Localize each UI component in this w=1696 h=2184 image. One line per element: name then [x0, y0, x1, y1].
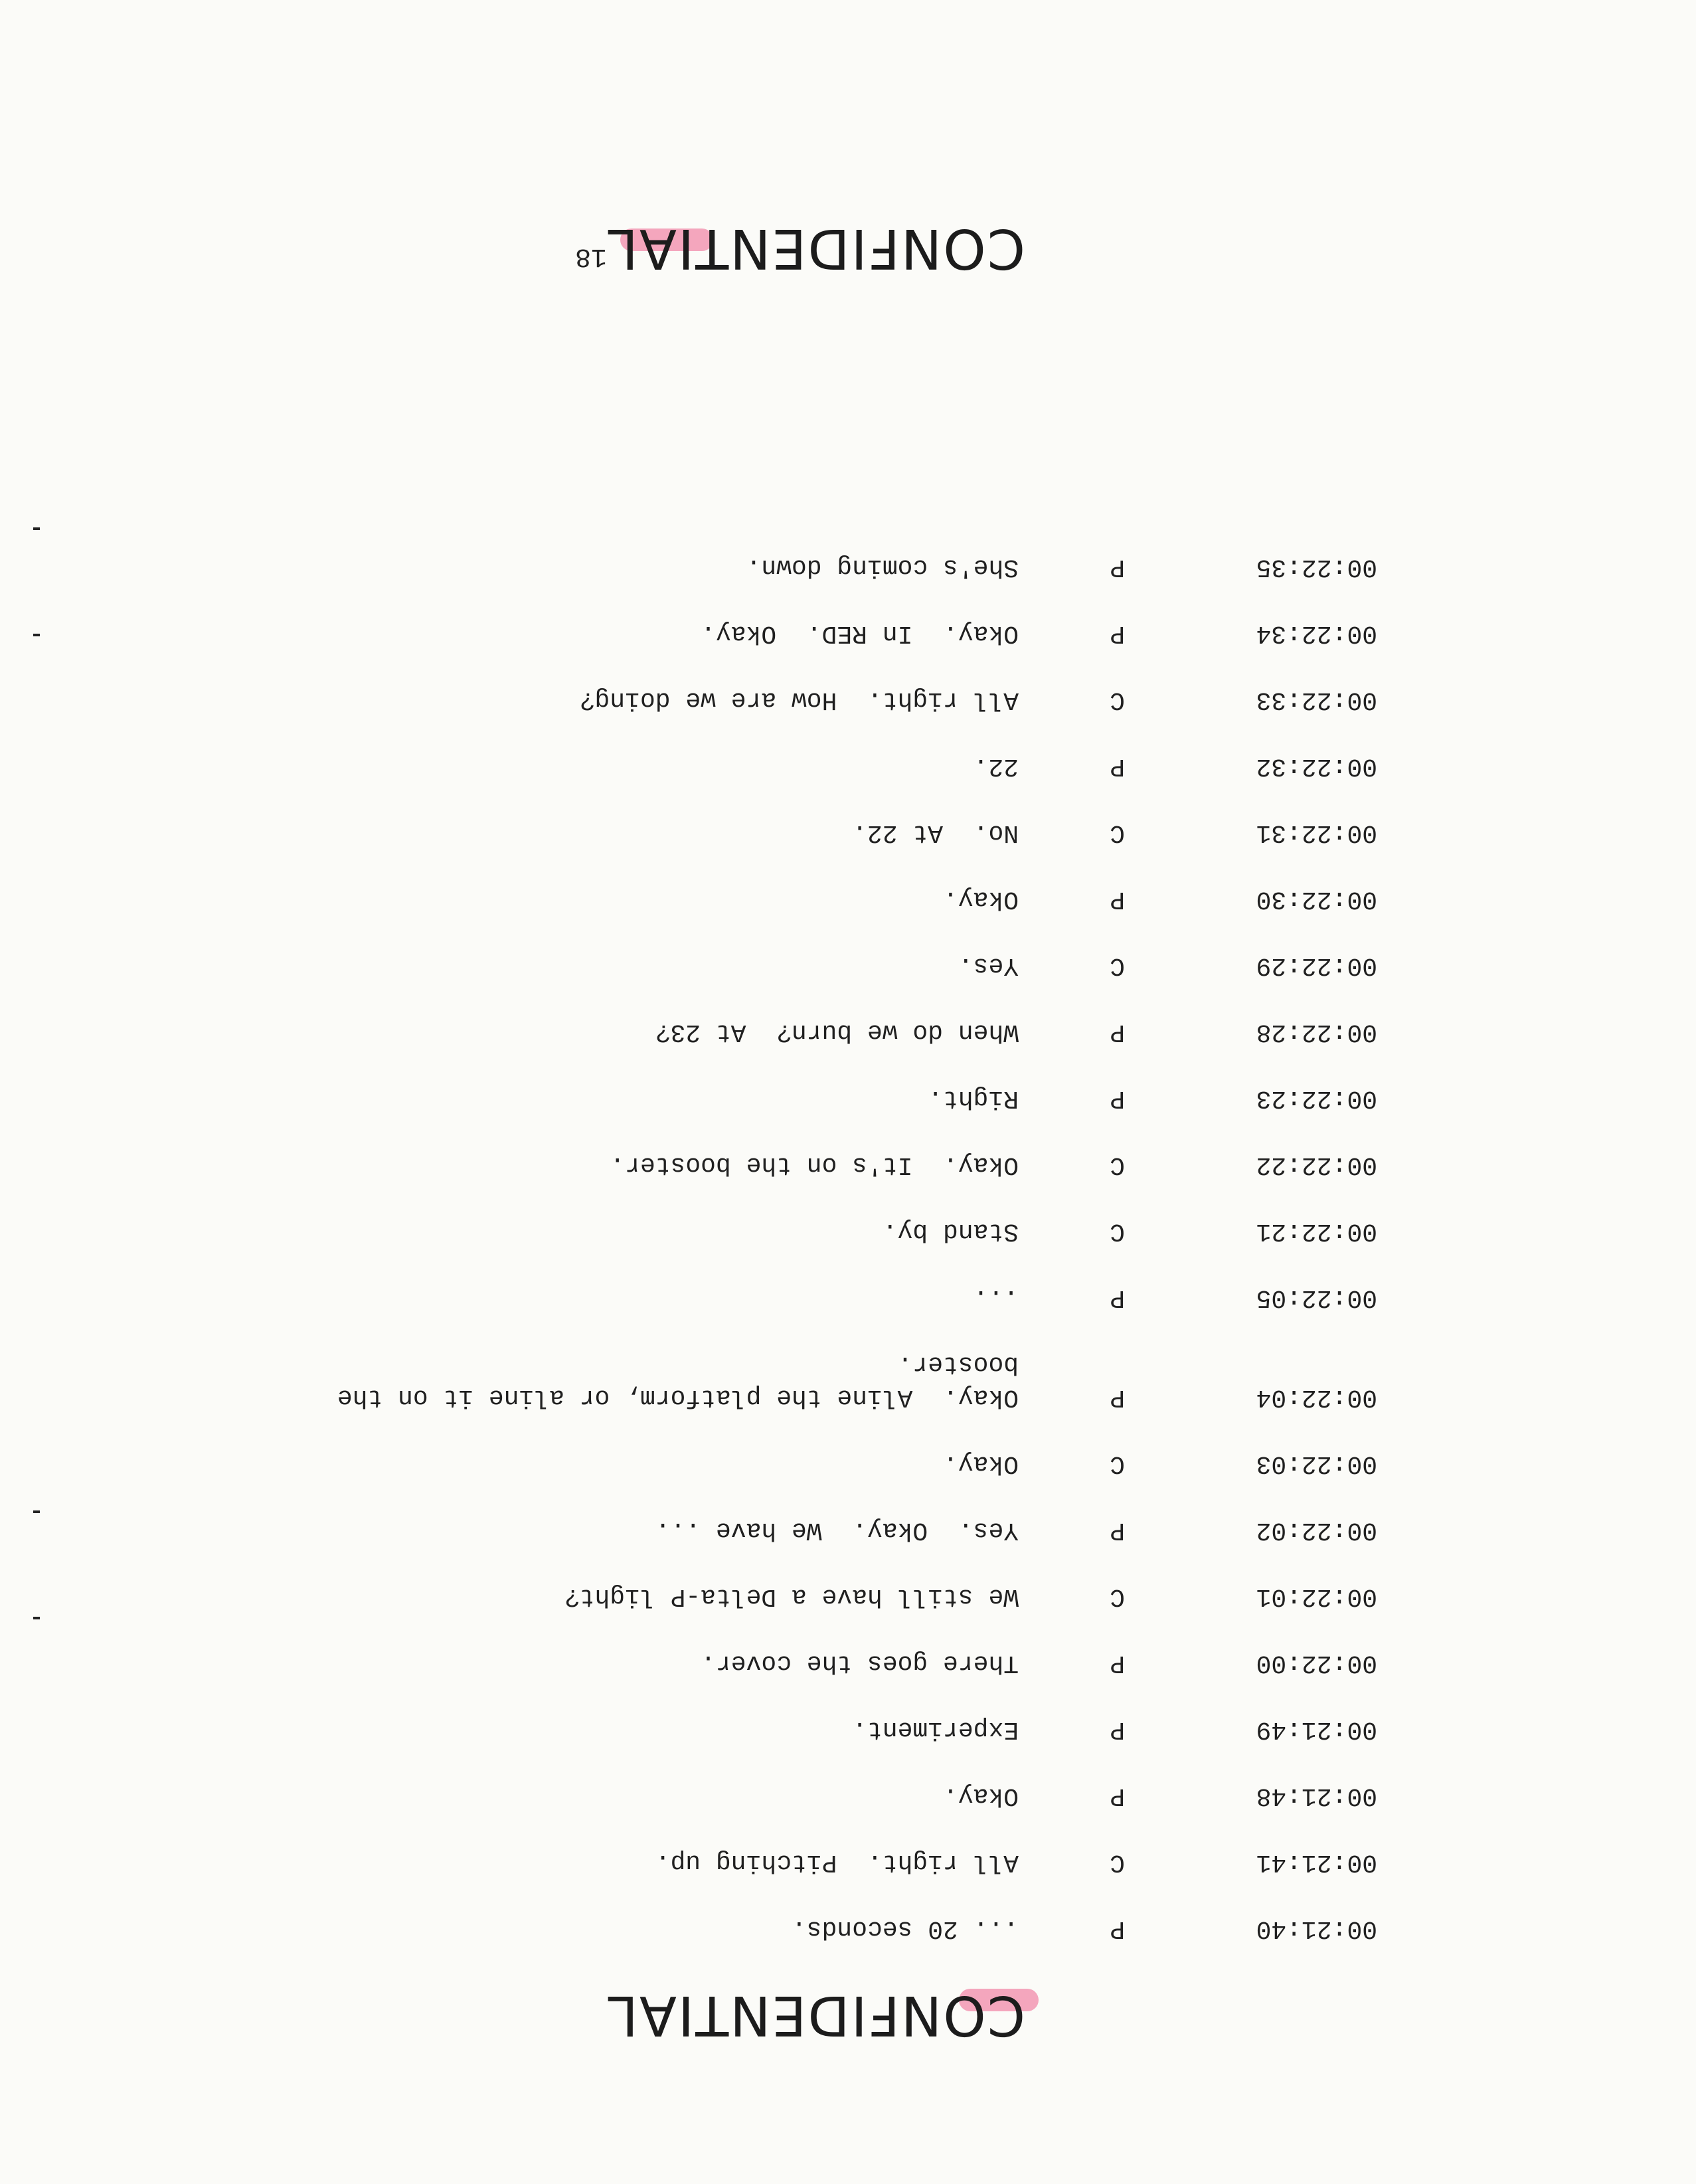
utterance: All right. Pitching up.	[655, 1848, 1019, 1876]
margin-mark	[33, 527, 40, 530]
utterance: Okay. Aline the platform, or aline it on the	[337, 1383, 1019, 1411]
transcript-row	[182, 1214, 1377, 1247]
transcript-row	[182, 616, 1377, 650]
speaker: P	[1110, 553, 1125, 581]
transcript-row	[182, 1845, 1377, 1878]
timestamp: 00:22:29	[1256, 951, 1377, 980]
transcript-row	[182, 749, 1377, 782]
speaker: P	[1110, 1649, 1125, 1677]
transcript-row	[182, 683, 1377, 716]
timestamp: 00:22:21	[1256, 1217, 1377, 1245]
utterance: Okay. It's on the booster.	[610, 1150, 1019, 1179]
speaker: P	[1110, 1084, 1125, 1113]
utterance: Okay. In RED. Okay.	[701, 619, 1019, 648]
speaker: P	[1110, 619, 1125, 648]
speaker: C	[1110, 1582, 1125, 1611]
timestamp: 00:21:49	[1256, 1715, 1377, 1744]
speaker: P	[1110, 1383, 1125, 1411]
margin-mark	[33, 1510, 40, 1513]
utterance: ... 20 seconds.	[791, 1914, 1019, 1943]
speaker: C	[1110, 1150, 1125, 1179]
utterance: Yes.	[958, 951, 1019, 980]
timestamp: 00:22:23	[1256, 1084, 1377, 1113]
utterance: Okay.	[942, 885, 1019, 913]
transcript-row	[182, 1148, 1377, 1181]
utterance: Right.	[928, 1084, 1019, 1113]
timestamp: 00:22:28	[1256, 1018, 1377, 1046]
transcript-row	[182, 1015, 1377, 1048]
transcript-row	[182, 1081, 1377, 1115]
utterance: When do we burn? At 23?	[655, 1018, 1019, 1046]
timestamp: 00:22:30	[1256, 885, 1377, 913]
transcript-row	[182, 1513, 1377, 1546]
speaker: C	[1110, 685, 1125, 714]
transcript-row	[182, 1779, 1377, 1812]
timestamp: 00:22:22	[1256, 1150, 1377, 1179]
timestamp: 00:22:04	[1256, 1383, 1377, 1411]
transcript-row	[182, 1281, 1377, 1314]
timestamp: 00:22:33	[1256, 685, 1377, 714]
transcript-row	[182, 882, 1377, 915]
speaker: P	[1110, 1914, 1125, 1943]
speaker: P	[1110, 1516, 1125, 1544]
transcript-row	[182, 1350, 1377, 1413]
speaker: P	[1110, 885, 1125, 913]
speaker: P	[1110, 1283, 1125, 1312]
utterance: Okay.	[942, 1781, 1019, 1810]
speaker: P	[1110, 1781, 1125, 1810]
timestamp: 00:22:35	[1256, 553, 1377, 581]
timestamp: 00:22:34	[1256, 619, 1377, 648]
margin-mark	[33, 634, 40, 636]
utterance: She's coming down.	[746, 553, 1019, 581]
timestamp: 00:22:32	[1256, 752, 1377, 780]
timestamp: 00:22:02	[1256, 1516, 1377, 1544]
speaker: C	[1110, 1449, 1125, 1478]
speaker: C	[1110, 818, 1125, 847]
speaker: P	[1110, 1715, 1125, 1744]
timestamp: 00:21:48	[1256, 1781, 1377, 1810]
margin-mark	[33, 1617, 40, 1619]
utterance: Experiment.	[852, 1715, 1019, 1744]
confidential-stamp-bottom: CONFIDENTIAL	[606, 217, 1025, 280]
utterance: We still have a Delta-P light?	[564, 1582, 1019, 1611]
speaker: C	[1110, 951, 1125, 980]
confidential-stamp-top: CONFIDENTIAL	[627, 1985, 1025, 2045]
speaker: P	[1110, 752, 1125, 780]
utterance: Yes. Okay. We have ...	[655, 1516, 1019, 1544]
timestamp: 00:22:00	[1256, 1649, 1377, 1677]
timestamp: 00:21:41	[1256, 1848, 1377, 1876]
utterance-continuation: booster.	[897, 1350, 1019, 1378]
transcript-row	[182, 1912, 1377, 1945]
transcript-row	[182, 1447, 1377, 1480]
utterance: No. At 22.	[852, 818, 1019, 847]
timestamp: 00:22:01	[1256, 1582, 1377, 1611]
speaker: C	[1110, 1217, 1125, 1245]
timestamp: 00:22:03	[1256, 1449, 1377, 1478]
transcript-row	[182, 1646, 1377, 1679]
transcript-row	[182, 1580, 1377, 1613]
timestamp: 00:22:05	[1256, 1283, 1377, 1312]
transcript-row	[182, 949, 1377, 982]
transcript-row	[182, 550, 1377, 583]
utterance: Okay.	[942, 1449, 1019, 1478]
timestamp: 00:21:40	[1256, 1914, 1377, 1943]
timestamp: 00:22:31	[1256, 818, 1377, 847]
utterance: There goes the cover.	[701, 1649, 1019, 1677]
transcript-row	[182, 816, 1377, 849]
page-number: 18	[574, 241, 607, 271]
speaker: C	[1110, 1848, 1125, 1876]
speaker: P	[1110, 1018, 1125, 1046]
utterance: Stand by.	[882, 1217, 1019, 1245]
utterance: ...	[973, 1283, 1019, 1312]
transcript-row	[182, 1712, 1377, 1746]
utterance: 22.	[973, 752, 1019, 780]
utterance: All right. How are we doing?	[579, 685, 1019, 714]
